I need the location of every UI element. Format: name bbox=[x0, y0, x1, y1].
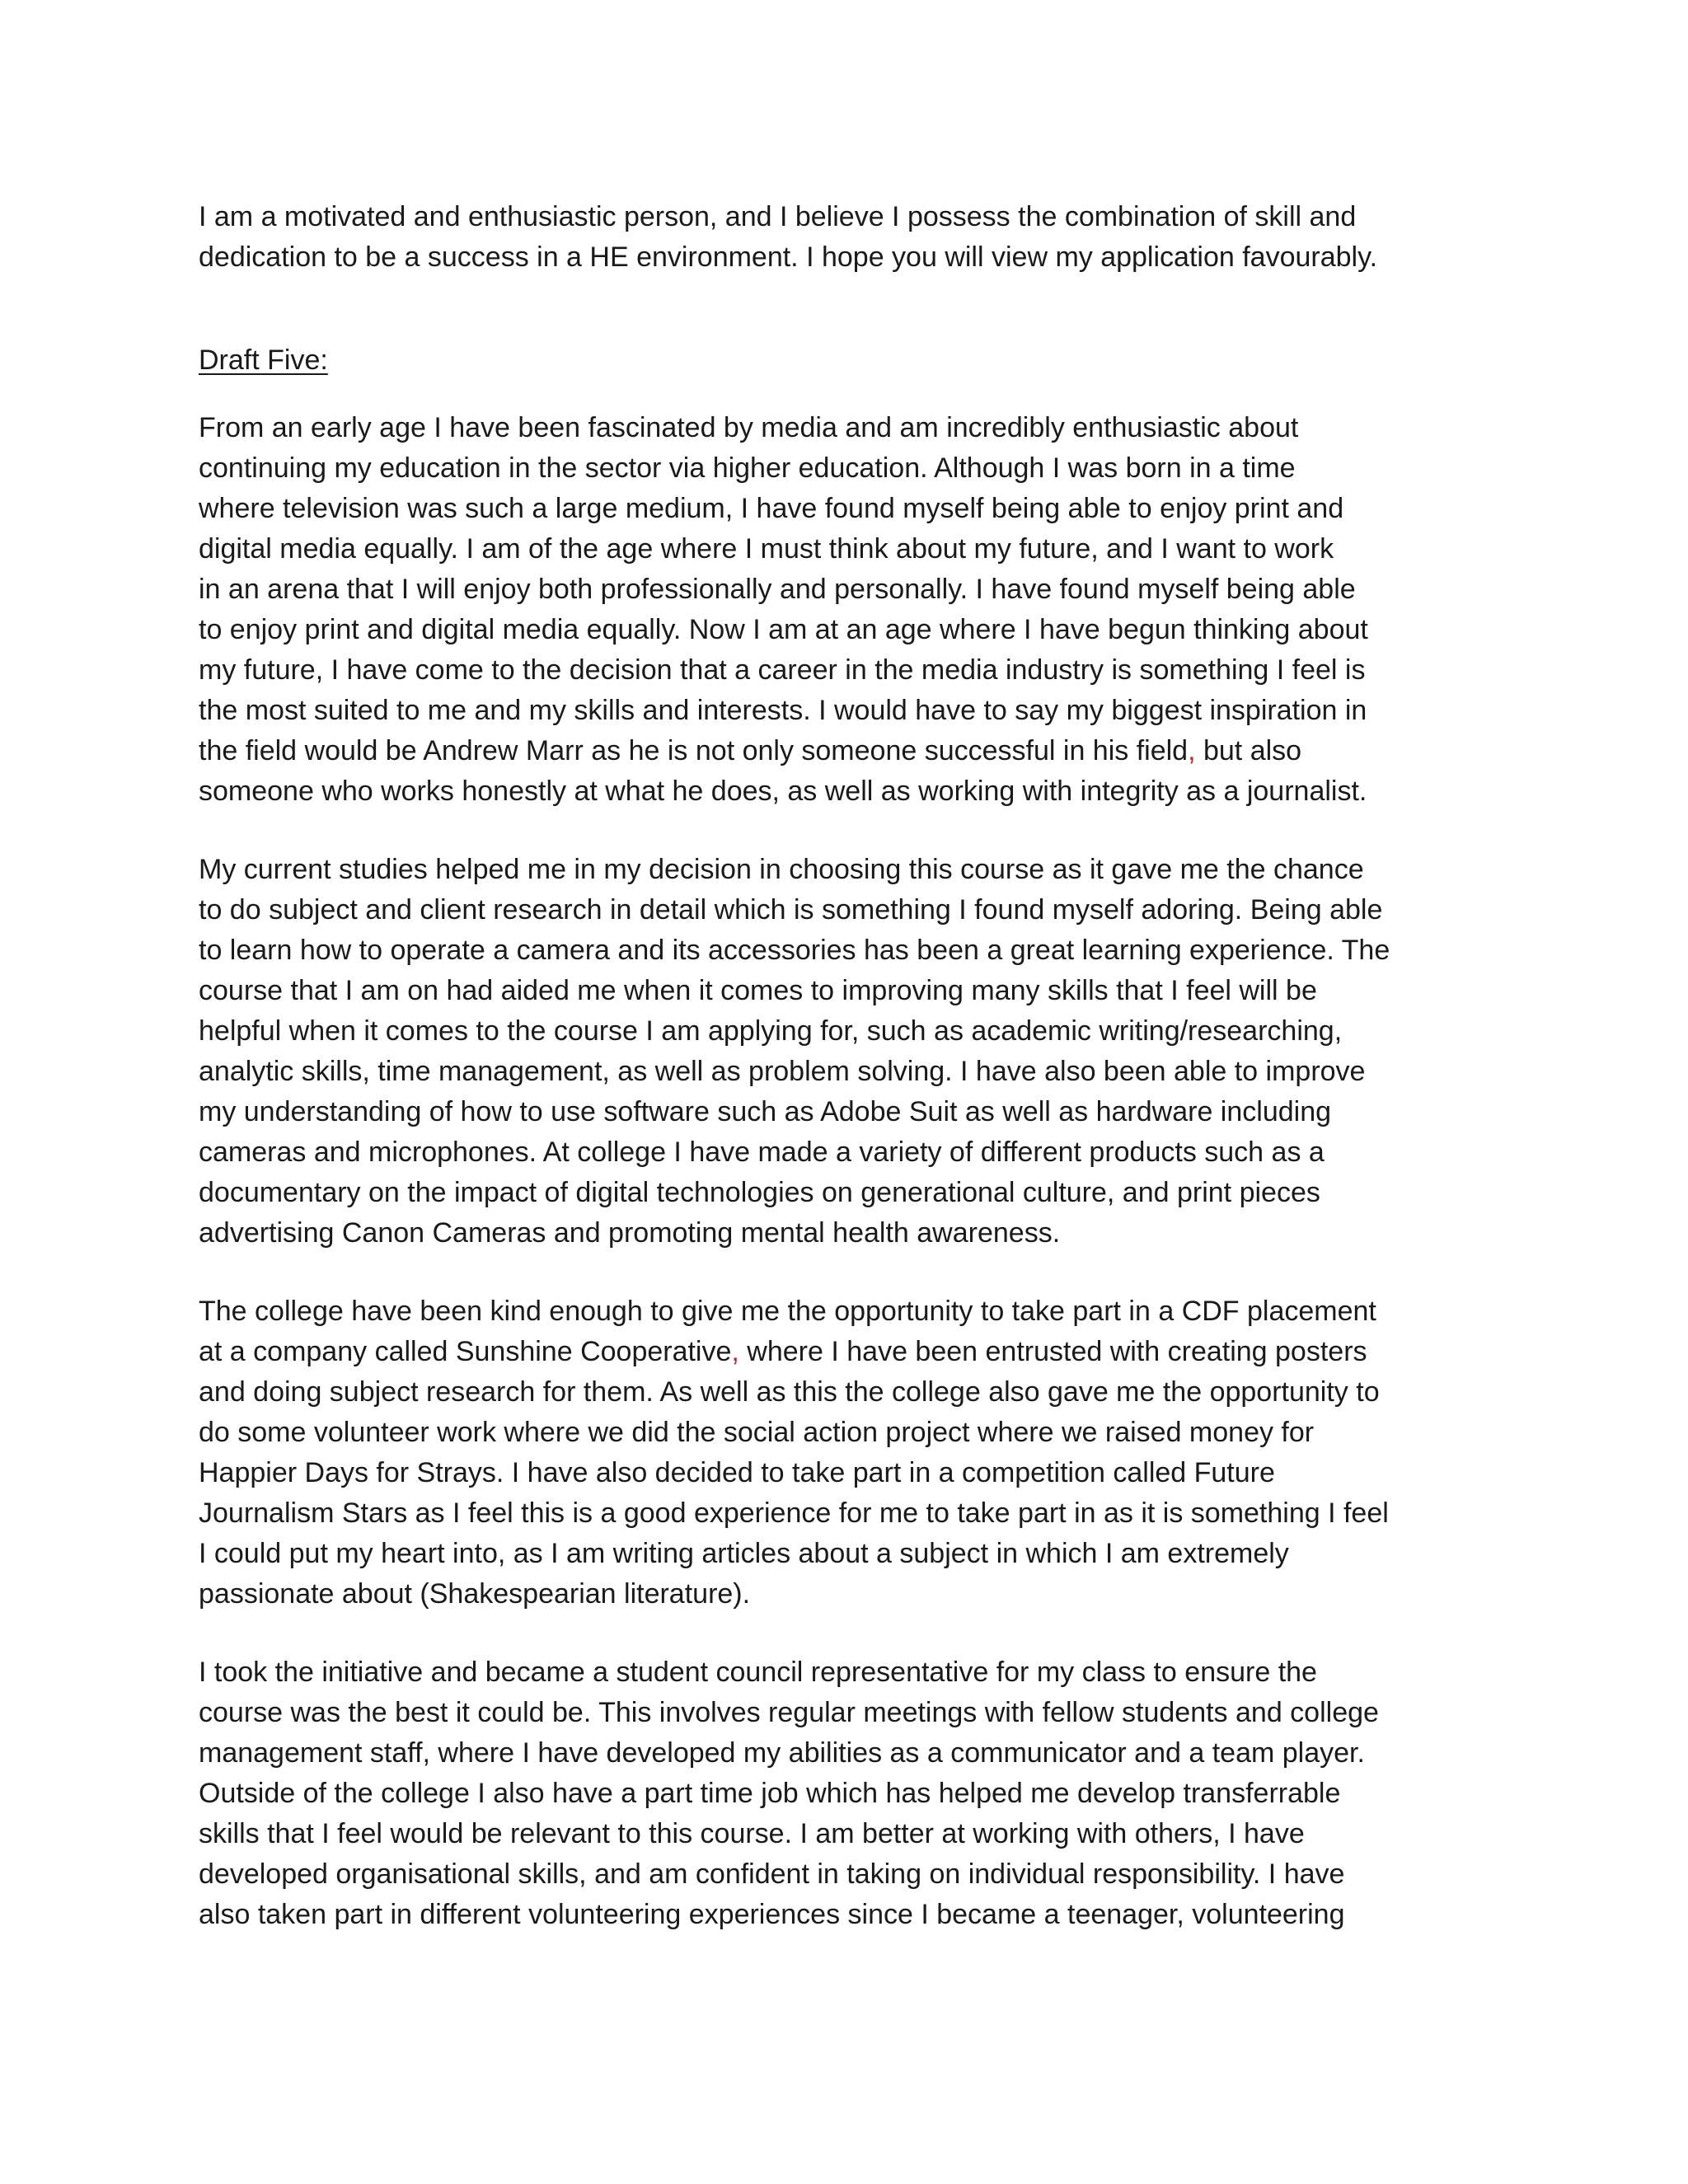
intro-paragraph bbox=[199, 197, 1517, 278]
paragraph-line: course that I am on had aided me when it comes to improving many skills that I feel will be bbox=[199, 975, 1317, 1006]
paragraph-line: also taken part in different volunteering experiences since I became a teenager, volunteering bbox=[199, 1899, 1345, 1930]
paragraph-line: advertising Canon Cameras and promoting mental health awareness. bbox=[199, 1217, 1061, 1249]
paragraph-line: in an arena that I will enjoy both professionally and personally. I have found myself being able bbox=[199, 574, 1356, 605]
paragraph-2 bbox=[199, 850, 1517, 1254]
paragraph-line: my future, I have come to the decision that a career in the media industry is something I feel is bbox=[199, 654, 1366, 686]
paragraph-line: continuing my education in the sector via higher education. Although I was born in a time bbox=[199, 452, 1296, 484]
paragraph-line: my understanding of how to use software such as Adobe Suit as well as hardware including bbox=[199, 1096, 1332, 1127]
paragraph-line: Happier Days for Strays. I have also decided to take part in a competition called Future bbox=[199, 1457, 1275, 1488]
text-segment: at a company called Sunshine Cooperative bbox=[199, 1336, 732, 1367]
text-segment: but also bbox=[1195, 735, 1302, 766]
paragraph-line bbox=[199, 731, 1517, 771]
paragraph-line: developed organisational skills, and am confident in taking on individual responsibility. I have bbox=[199, 1858, 1345, 1890]
paragraph-line: passionate about (Shakespearian literature). bbox=[199, 1578, 751, 1610]
paragraph-line: and doing subject research for them. As well as this the college also gave me the opportunity to bbox=[199, 1376, 1380, 1408]
paragraph-line: Outside of the college I also have a part time job which has helped me develop transferrable bbox=[199, 1778, 1341, 1809]
paragraph-line: I took the initiative and became a student council representative for my class to ensure the bbox=[199, 1657, 1317, 1688]
red-comma: , bbox=[731, 1336, 739, 1367]
paragraph-line: Journalism Stars as I feel this is a good experience for me to take part in as it is something I feel bbox=[199, 1497, 1389, 1529]
paragraph-line: From an early age I have been fascinated by media and am incredibly enthusiastic about bbox=[199, 412, 1299, 443]
paragraph-line: to enjoy print and digital media equally. Now I am at an age where I have begun thinking about bbox=[199, 614, 1368, 645]
paragraph-line: analytic skills, time management, as well as problem solving. I have also been able to improve bbox=[199, 1056, 1366, 1087]
paragraph-line: cameras and microphones. At college I have made a variety of different products such as a bbox=[199, 1137, 1325, 1168]
paragraph-line: someone who works honestly at what he does, as well as working with integrity as a journalist. bbox=[199, 776, 1367, 807]
paragraph-line: do some volunteer work where we did the social action project where we raised money for bbox=[199, 1417, 1315, 1448]
paragraph-line: skills that I feel would be relevant to this course. I am better at working with others, I have bbox=[199, 1818, 1305, 1849]
paragraph-line: documentary on the impact of digital technologies on generational culture, and print pieces bbox=[199, 1177, 1320, 1208]
text-segment: where I have been entrusted with creating posters bbox=[738, 1336, 1367, 1367]
paragraph-3 bbox=[199, 1291, 1517, 1615]
section-heading: Draft Five: bbox=[199, 344, 328, 376]
paragraph-line bbox=[199, 1332, 1517, 1372]
paragraph-line: digital media equally. I am of the age where I must think about my future, and I want to work bbox=[199, 533, 1334, 565]
paragraph-line: I could put my heart into, as I am writing articles about a subject in which I am extremely bbox=[199, 1538, 1289, 1569]
paragraph-line: The college have been kind enough to give me the opportunity to take part in a CDF placement bbox=[199, 1296, 1376, 1327]
paragraph-line: My current studies helped me in my decision in choosing this course as it gave me the chance bbox=[199, 854, 1364, 885]
paragraph-line: where television was such a large medium, I have found myself being able to enjoy print and bbox=[199, 493, 1344, 524]
intro-line: I am a motivated and enthusiastic person, and I believe I possess the combination of skill and bbox=[199, 201, 1357, 232]
text-segment: the field would be Andrew Marr as he is not only someone successful in his field bbox=[199, 735, 1189, 766]
paragraph-line: to do subject and client research in detail which is something I found myself adoring. Being able bbox=[199, 894, 1383, 926]
paragraph-line: management staff, where I have developed my abilities as a communicator and a team player. bbox=[199, 1737, 1365, 1769]
paragraph-line: course was the best it could be. This involves regular meetings with fellow students and college bbox=[199, 1697, 1379, 1728]
paragraph-4 bbox=[199, 1652, 1517, 1935]
paragraph-line: helpful when it comes to the course I am applying for, such as academic writing/researching, bbox=[199, 1015, 1343, 1047]
paragraph-line: to learn how to operate a camera and its accessories has been a great learning experience. The bbox=[199, 935, 1390, 966]
paragraph-1 bbox=[199, 408, 1517, 812]
paragraph-line: the most suited to me and my skills and interests. I would have to say my biggest inspiration in bbox=[199, 695, 1367, 726]
red-comma: , bbox=[1188, 735, 1196, 766]
intro-line: dedication to be a success in a HE environment. I hope you will view my application favourably. bbox=[199, 241, 1378, 273]
section-heading-block bbox=[199, 340, 1517, 381]
